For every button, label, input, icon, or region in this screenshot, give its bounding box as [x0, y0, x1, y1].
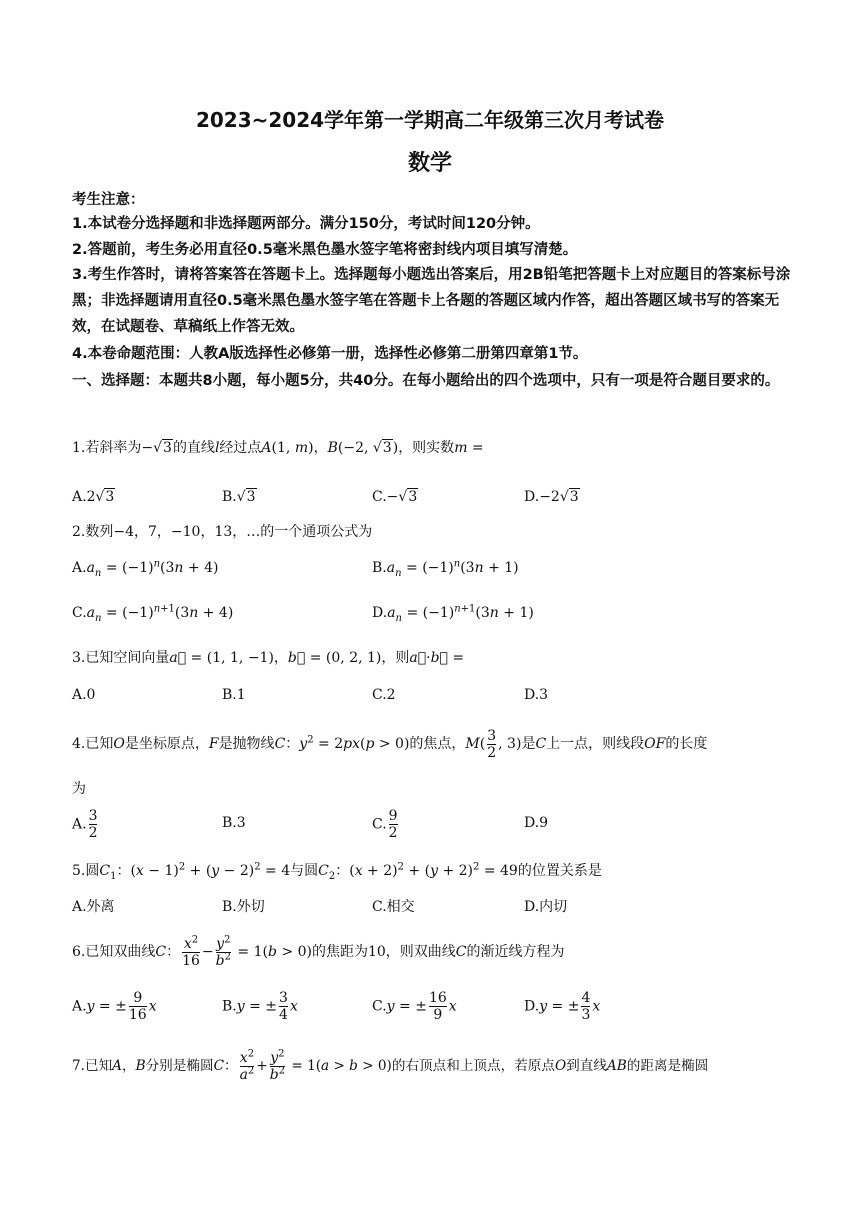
option-d: D.y = ± $\frac{4}{3}$ x — [524, 990, 601, 1023]
option-b: B.√3 — [222, 489, 256, 505]
question-5-options — [72, 892, 796, 922]
notice-item: 1.本试卷分选择题和非选择题两部分。满分150分，考试时间120分钟。 — [72, 216, 540, 232]
option-d: D.−2√3 — [524, 489, 579, 505]
option-a: A.外离 — [72, 899, 115, 915]
question-1: 1.若斜率为−√3的直线l经过点A(1, m)，B(−2, √3)，则实数m = — [72, 440, 484, 456]
option-d: D.3 — [524, 687, 549, 703]
option-c: C.2 — [372, 687, 396, 703]
question-2: 2.数列−4，7，−10，13，…的一个通项公式为 — [72, 524, 373, 540]
option-c: C.−√3 — [372, 489, 418, 505]
question-6: 6.已知双曲线C： $\frac{x^2}{16}$ − $\frac{y^2}{b^2}$ = 1(b > 0)的焦距为10，则双曲线C的渐近线方程为 — [72, 933, 565, 969]
option-b: B.3 — [222, 815, 246, 831]
option-d: $D.a_n = (-1)^{n+1}(3n + 1)$ — [372, 603, 534, 624]
question-4-options — [72, 808, 796, 848]
option-c: C.相交 — [372, 899, 415, 915]
option-a: A.y = ± $\frac{9}{16}$ x — [72, 990, 157, 1023]
option-c: C. $\frac{9}{2}$ — [372, 808, 398, 841]
option-b: B.y = ± $\frac{3}{4}$ x — [222, 990, 298, 1023]
option-b: $B.a_n = (-1)^n(3n + 1)$ — [372, 558, 519, 579]
option-a: $A.a_n = (-1)^n(3n + 4)$ — [72, 558, 219, 579]
question-1-options — [72, 482, 796, 512]
option-b: B.1 — [222, 687, 246, 703]
notice-heading: 考生注意： — [72, 192, 145, 208]
option-a: A.0 — [72, 687, 96, 703]
question-3-options — [72, 680, 796, 710]
question-4-continued: 为 — [72, 781, 86, 797]
option-c: C.y = ± $\frac{16}{9}$ x — [372, 990, 457, 1023]
question-6-options — [72, 990, 796, 1030]
option-d: D.内切 — [524, 899, 568, 915]
question-2-options — [72, 553, 796, 583]
section-heading: 一、选择题：本题共8小题，每小题5分，共40分。在每小题给出的四个选项中，只有一项是符合题目要求的。 — [72, 373, 780, 389]
notice-item: 2.答题前，考生务必用直径0.5毫米黑色墨水签字笔将密封线内项目填写清楚。 — [72, 242, 578, 258]
question-4: 4.已知O是坐标原点，F是抛物线C：$y^2 = 2px(p > 0)$的焦点，M( $\frac{3}{2}$ , 3)是C上一点，则线段OF的长度 — [72, 727, 708, 761]
exam-title: 2023~2024学年第一学期高二年级第三次月考试卷 — [195, 108, 665, 132]
notice-item: 3.考生作答时，请将答案答在答题卡上。选择题每小题选出答案后，用2B铅笔把答题卡上对应题目的答案标号涂黑；非选择题请用直径0.5毫米黑色墨水签字笔在答题卡上各题的答题区域内作答，超出答题区域书写的答案无效，在试题卷、草稿纸上作答无效。 — [72, 267, 791, 335]
option-d: D.9 — [524, 815, 549, 831]
option-a: A.2√3 — [72, 489, 115, 505]
question-2-options — [72, 598, 796, 628]
option-a: A. $\frac{3}{2}$ — [72, 808, 98, 841]
question-7: 7.已知A，B分别是椭圆C： $\frac{x^2}{a^2}$ + $\frac{y^2}{b^2}$ = 1(a > b > 0)的右顶点和上顶点，若原点O到直线AB的距离是椭圆 — [72, 1048, 709, 1083]
option-b: B.外切 — [222, 899, 265, 915]
question-3: 3.已知空间向量a⃗ = (1, 1, −1)，b⃗ = (0, 2, 1)，则a⃗·b⃗ = — [72, 650, 465, 666]
question-5: 5.圆$C_1$：$(x - 1)^2 + (y - 2)^2 = 4$与圆$C_2$：$(x + 2)^2 + (y + 2)^2 = 49$的位置关系是 — [72, 861, 602, 882]
subject-title: 数学 — [407, 151, 452, 176]
notice-item: 4.本卷命题范围：人教A版选择性必修第一册，选择性必修第二册第四章第1节。 — [72, 346, 588, 362]
option-c: $C.a_n = (-1)^{n+1}(3n + 4)$ — [72, 603, 234, 624]
